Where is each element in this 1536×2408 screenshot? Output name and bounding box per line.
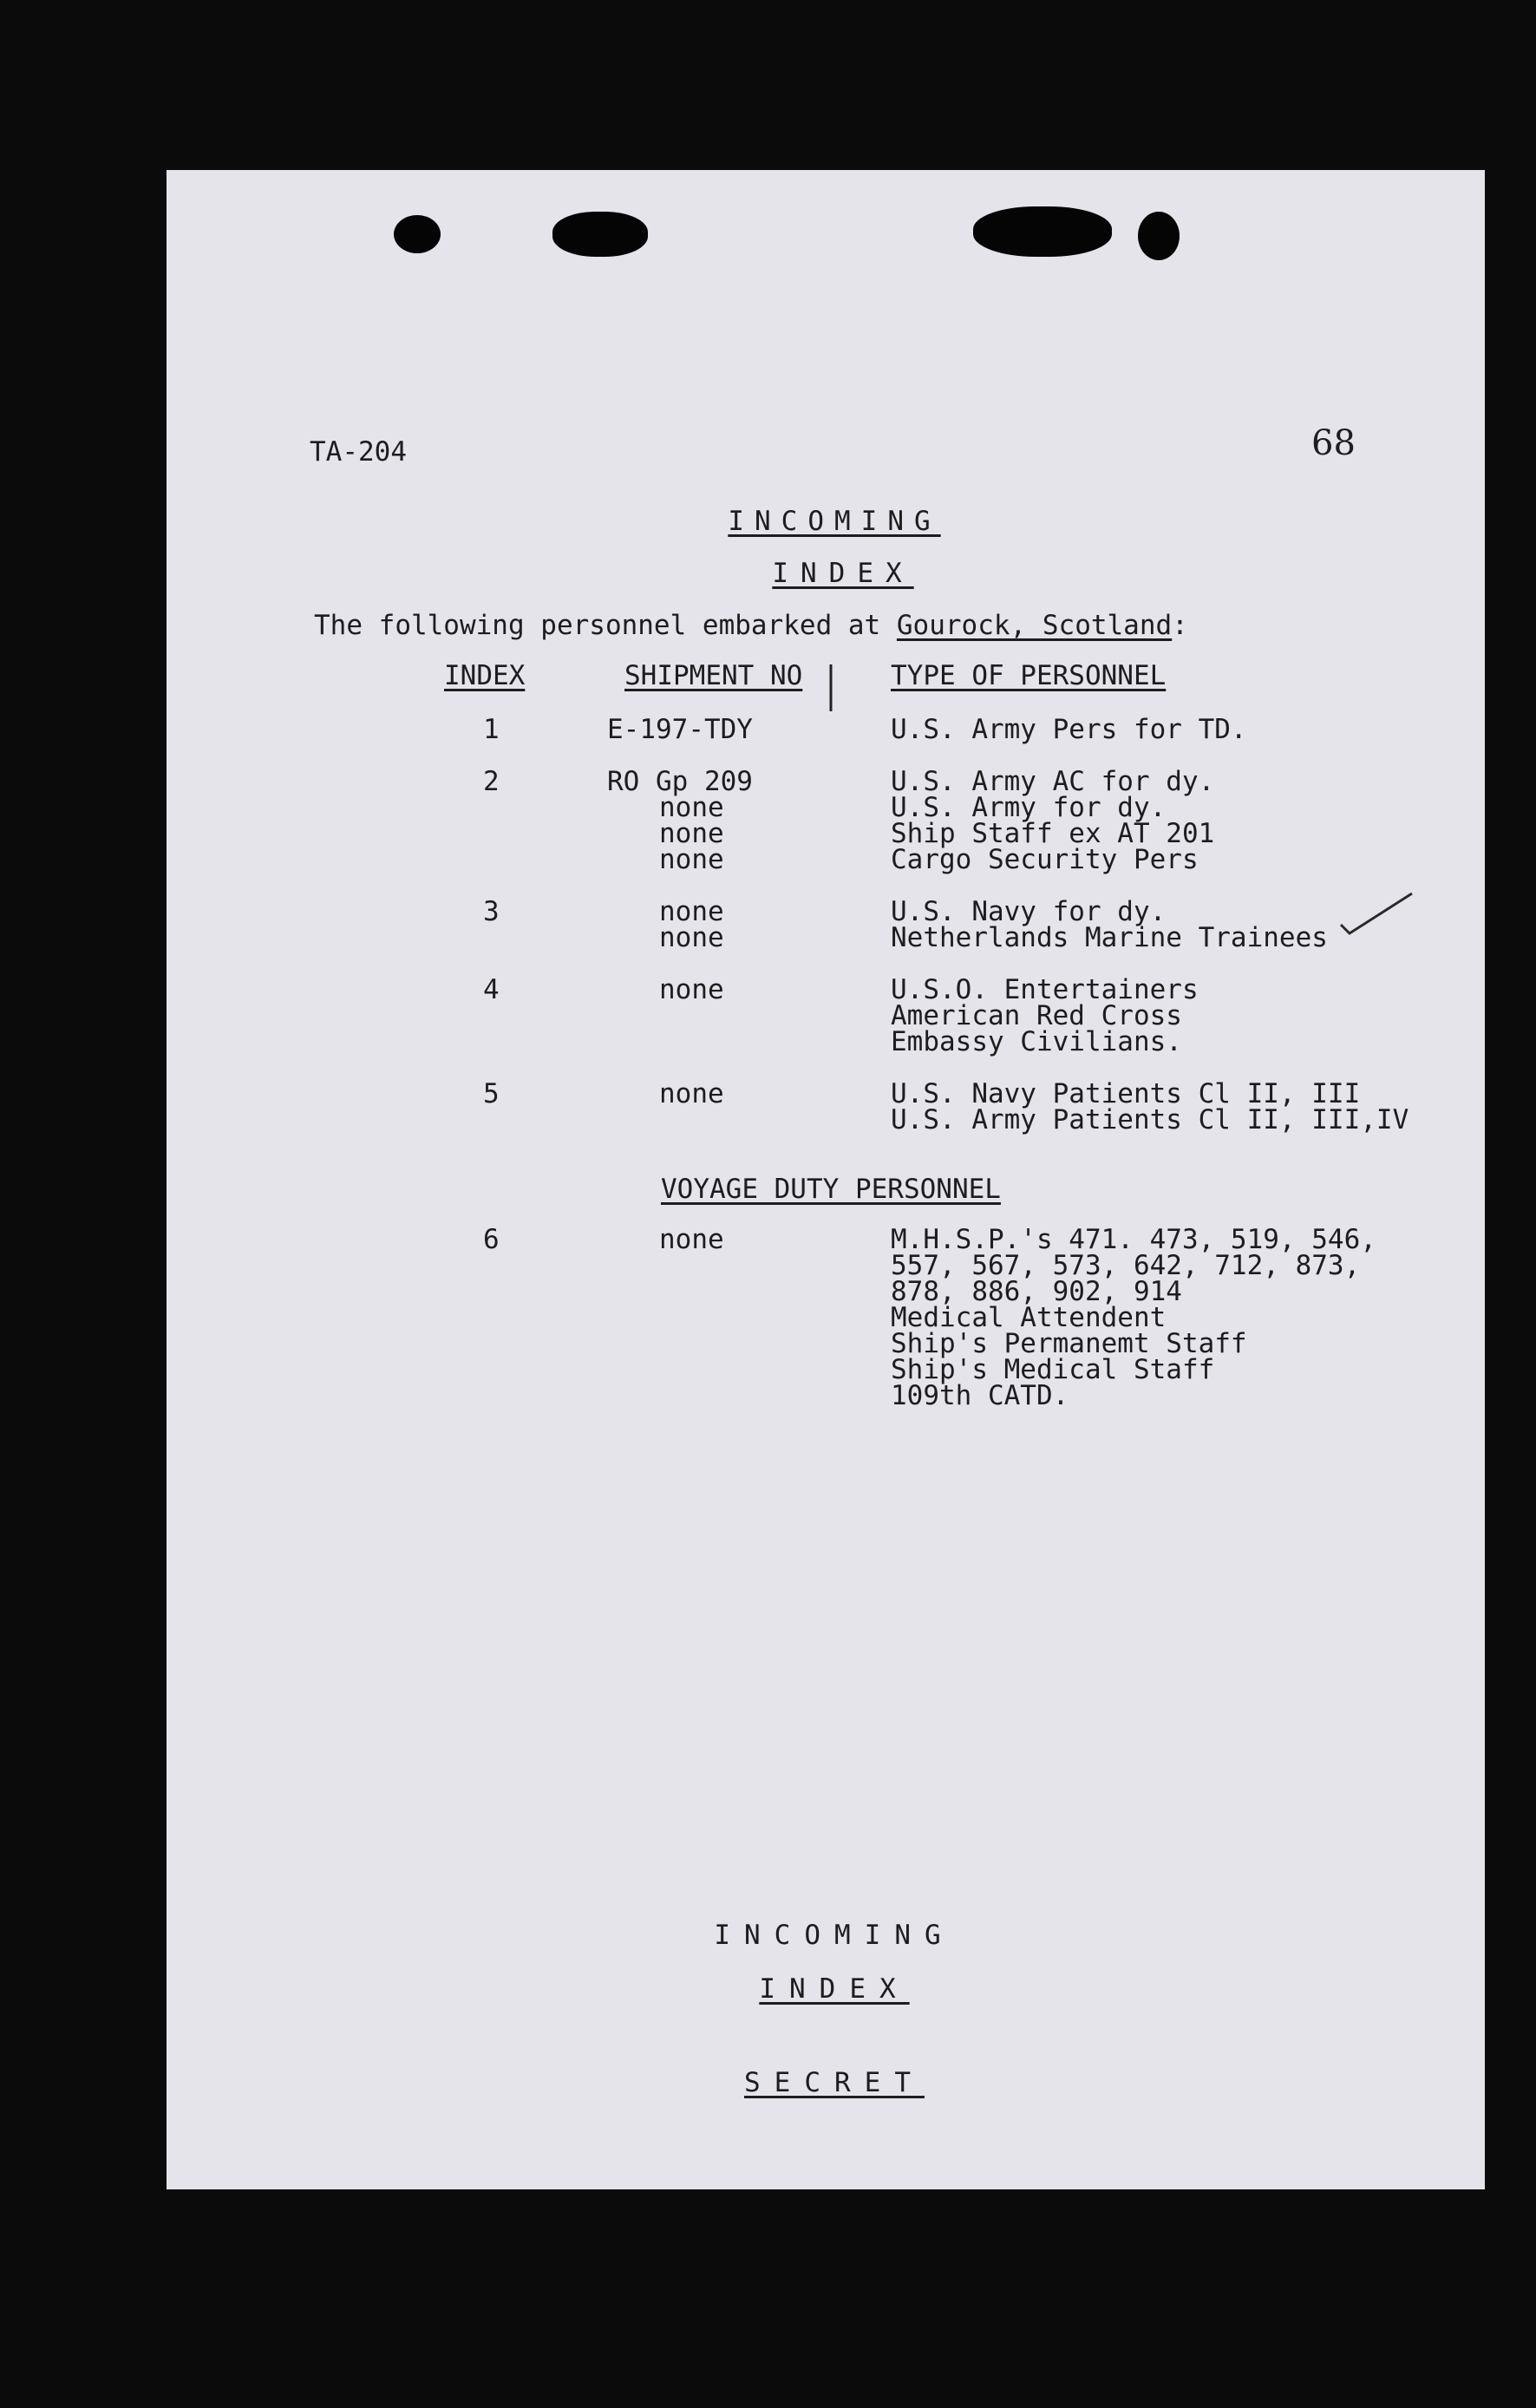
row-type: Cargo Security Pers — [891, 844, 1199, 875]
table-row — [167, 974, 1467, 1057]
intro-suffix: : — [1172, 610, 1188, 641]
column-header-index: INDEX — [444, 660, 526, 691]
row-shipment: none — [659, 974, 724, 1005]
footer-incoming: INCOMING — [714, 1920, 955, 1951]
punch-hole — [394, 215, 441, 253]
heading-index: INDEX — [772, 558, 914, 589]
row-shipment: E-197-TDY — [607, 714, 753, 745]
punch-hole — [973, 206, 1112, 257]
document-page — [167, 170, 1485, 2189]
intro-line — [314, 610, 1188, 641]
row-type: U.S. Army Patients Cl II, III,IV — [891, 1104, 1409, 1135]
ink-mark — [827, 663, 834, 715]
row-index: 5 — [483, 1078, 500, 1109]
footer-secret: SECRET — [744, 2067, 925, 2098]
row-type: U.S. Army for dy. — [891, 792, 1167, 823]
row-index: 4 — [483, 974, 500, 1005]
intro-prefix: The following personnel embarked at — [314, 610, 897, 641]
footer-index: INDEX — [759, 1973, 910, 2005]
row-type: U.S. Army Pers for TD. — [891, 714, 1247, 745]
row-shipment: none — [659, 896, 724, 927]
row-shipment: none — [659, 1078, 724, 1109]
row-shipment: none — [659, 1224, 724, 1255]
row-type: Ship's Permanemt Staff — [891, 1328, 1247, 1359]
row-type: U.S.O. Entertainers — [891, 974, 1199, 1005]
row-type: American Red Cross — [891, 1000, 1182, 1031]
row-type: 109th CATD. — [891, 1380, 1069, 1411]
checkmark-icon — [1337, 890, 1415, 942]
row-type: M.H.S.P.'s 471. 473, 519, 546, — [891, 1224, 1376, 1255]
table-row — [167, 1078, 1467, 1135]
row-type: U.S. Navy for dy. — [891, 896, 1167, 927]
row-type: Ship's Medical Staff — [891, 1354, 1215, 1385]
row-type: Embassy Civilians. — [891, 1026, 1182, 1057]
row-type: 557, 567, 573, 642, 712, 873, — [891, 1250, 1361, 1281]
row-index: 2 — [483, 766, 500, 797]
punch-hole — [552, 212, 648, 257]
punch-hole — [1138, 212, 1180, 260]
row-type: Medical Attendent — [891, 1302, 1167, 1333]
row-type: U.S. Army AC for dy. — [891, 766, 1215, 797]
table-row — [167, 714, 1467, 745]
heading-incoming: INCOMING — [728, 506, 941, 537]
document-reference: TA-204 — [310, 436, 407, 468]
row-shipment: none — [659, 844, 724, 875]
row-shipment: none — [659, 818, 724, 849]
row-index: 6 — [483, 1224, 500, 1255]
column-header-type: TYPE OF PERSONNEL — [891, 660, 1167, 691]
row-shipment: RO Gp 209 — [607, 766, 753, 797]
row-index: 1 — [483, 714, 500, 745]
column-header-shipment: SHIPMENT NO — [624, 660, 803, 691]
row-type: Netherlands Marine Trainees — [891, 922, 1328, 953]
table-row — [167, 766, 1467, 875]
table-row — [167, 1224, 1467, 1411]
row-type: 878, 886, 902, 914 — [891, 1276, 1182, 1307]
voyage-duty-heading: VOYAGE DUTY PERSONNEL — [661, 1174, 1001, 1205]
row-type: U.S. Navy Patients Cl II, III — [891, 1078, 1361, 1109]
row-index: 3 — [483, 896, 500, 927]
page-number: 68 — [1311, 423, 1356, 463]
row-shipment: none — [659, 792, 724, 823]
intro-place: Gourock, Scotland — [896, 610, 1173, 641]
row-shipment: none — [659, 922, 724, 953]
table-row — [167, 896, 1467, 953]
row-type: Ship Staff ex AT 201 — [891, 818, 1215, 849]
